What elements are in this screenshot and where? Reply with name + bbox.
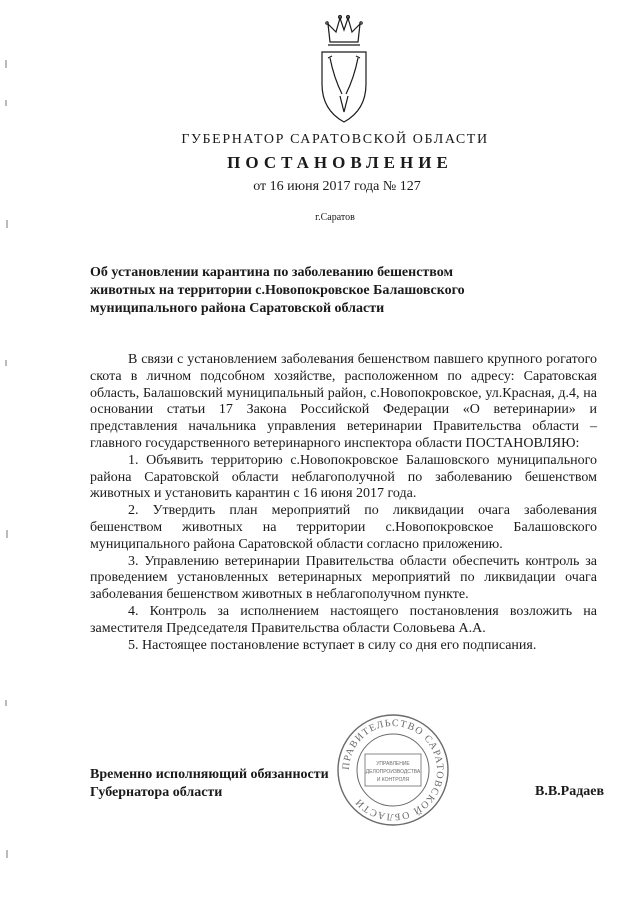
document-city: г.Саратов bbox=[315, 212, 355, 223]
list-item: 2. Утвердить план мероприятий по ликвидации очага заболевания бешенством животных на территории с.Новопокровское Балашовского муниципального района Саратовской области согласно приложению. bbox=[90, 503, 597, 552]
signatory-name: В.В.Радаев bbox=[535, 784, 605, 799]
signatory-title-line: Временно исполняющий обязанности bbox=[90, 767, 329, 782]
document-body bbox=[90, 352, 597, 654]
seal-inner-text: УПРАВЛЕНИЕ bbox=[376, 761, 410, 767]
seal-ring-text: ПРАВИТЕЛЬСТВО САРАТОВСКОЙ ОБЛАСТИ bbox=[340, 717, 446, 823]
subject-line: муниципального района Саратовской области bbox=[90, 301, 385, 316]
official-seal bbox=[335, 712, 451, 828]
authority-title: ГУБЕРНАТОР САРАТОВСКОЙ ОБЛАСТИ bbox=[181, 132, 489, 147]
list-item: 4. Контроль за исполнением настоящего постановления возложить на заместителя Председателя Правительства области Соловьева А.А. bbox=[90, 603, 597, 636]
signatory-title-line: Губернатора области bbox=[90, 785, 223, 800]
document-subject bbox=[90, 264, 520, 318]
subject-line: животных на территории с.Новопокровское Балашовского bbox=[90, 283, 465, 298]
document-date-number: от 16 июня 2017 года № 127 bbox=[253, 179, 421, 194]
seal-inner-text: ДЕЛОПРОИЗВОДСТВА bbox=[365, 769, 421, 775]
list-item: 1. Объявить территорию с.Новопокровское Балашовского муниципального района Саратовской области неблагополучной по заболеванию бешенством животных и установить карантин с 16 июня 2017 года. bbox=[90, 452, 597, 502]
seal-inner-text: И КОНТРОЛЯ bbox=[376, 777, 410, 783]
list-item: 3. Управлению ветеринарии Правительства области обеспечить контроль за проведением установленных ветеринарных мероприятий по ликвидации очага заболевания бешенством животных в неблагополучном пункте. bbox=[90, 553, 597, 603]
document-type: ПОСТАНОВЛЕНИЕ bbox=[227, 153, 453, 172]
preamble-paragraph: В связи с установлением заболевания бешенством павшего крупного рогатого скота в личном подсобном хозяйстве, расположенном по адресу: Саратовская область, Балашовский муниципальный район, с.Новопокровское, ул.Красная, д.4, на основании статьи 17 Закона Российской Федерации «О ветеринарии» и представления начальника управления ветеринарии Правительства области – главного государственного ветеринарного инспектора области ПОСТАНОВЛЯЮ: bbox=[90, 352, 597, 451]
subject-line: Об установлении карантина по заболеванию бешенством bbox=[90, 265, 454, 280]
list-item: 5. Настоящее постановление вступает в силу со дня его подписания. bbox=[128, 637, 537, 653]
signatory-title bbox=[90, 766, 350, 802]
saratov-coat-of-arms-icon bbox=[316, 14, 372, 124]
